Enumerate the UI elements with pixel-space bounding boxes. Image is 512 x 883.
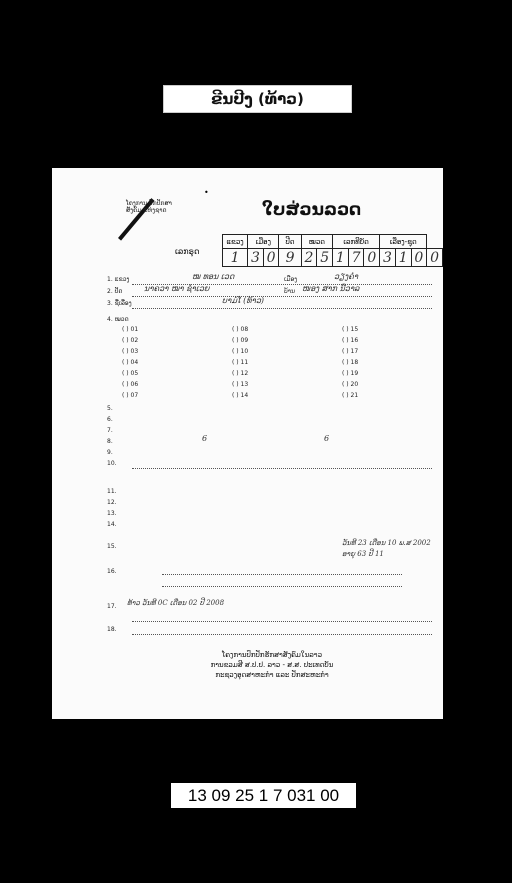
- option-checkbox[interactable]: ( ) 07: [122, 392, 139, 399]
- option-checkbox[interactable]: ( ) 08: [232, 326, 249, 333]
- cert-header: ໝວດ: [301, 235, 332, 249]
- cert-digit: 3: [248, 249, 264, 267]
- cert-digit: 0: [263, 249, 279, 267]
- cert-digit: 1: [223, 249, 248, 267]
- cert-digit: 0: [427, 249, 443, 267]
- form-sheet: ໂຄງການ ປົກປັກສາ ສັງຄົມ ແຫ່ງຊາດ • ໃບສ່ວນລວດ ເລກຣຸດ ແຂວງ ເມືອງ ປີດ ໝວດ ເລກທີບັດ ເລືອງ-ຊຸດ 1 3 0 9 2 5 1 7 0 3 1 0 0 1. ແຂວງ ໝ ທອນ ເວດ ເມືອງ ວຽງຄຳ 2. ປັດ ນາຄວາ ໝາ ຊຳເວຍ ບ້ານ ໜອງ ສາກ ນີວາລ 3. ຊື່ເລື່ອງ ບາມໍໂ (ທ້າວ) 4. ໝວດ ( ) 01 ( ) 08 ( ) 15 ( ) 02 ( ) 09 ( ) 16 ( ) 03 ( ) 10 ( ) 17 ( ) 04 ( ) 11 ( ) 18 ( ) 05 ( ) 12 ( ) 19 ( ) 06 ( ) 13 ( ) 20 ( ) 07 ( ) 14 ( ) 21 5. 6. 7. 8. 6 6 9. 10. 11. 12. 13. 14. 15. ວັນທີ 23 ເດືອນ 10 ພ.ສ 2002 ອາຍຸ 63 ປີ 11 16. 17. ທ້າວ ວັນທີ 0C ເດືອນ 02 ປີ 2008 18. ໂຄງການປົກປັກຮັກສາສັງຄົມໃນລາວ ການຂວມສີ ສ.ປ.ປ. ລາວ - ສ.ສ. ປະເທດບັນ ກະຊວງອຸດສາຫະກຳ ແລະ ປັກສະຫະກໍາ: [52, 168, 443, 719]
- option-checkbox[interactable]: ( ) 05: [122, 370, 139, 377]
- cert-header: ເລກທີບັດ: [333, 235, 380, 249]
- row-2-extra: ບ້ານ: [284, 288, 295, 295]
- option-checkbox[interactable]: ( ) 21: [342, 392, 359, 399]
- row-9: 9.: [107, 449, 113, 456]
- cert-digit: 7: [348, 249, 364, 267]
- option-checkbox[interactable]: ( ) 09: [232, 337, 249, 344]
- cert-number-table: [222, 234, 443, 267]
- cert-header: ປີດ: [279, 235, 301, 249]
- cert-header: ແຂວງ: [223, 235, 248, 249]
- row-1: 1. ແຂວງ: [107, 276, 130, 283]
- kids-value: 6: [202, 434, 208, 443]
- row-10: 10.: [107, 460, 117, 467]
- row-2-value: ນາຄວາ ໝາ ຊຳເວຍ: [144, 284, 210, 293]
- cert-digit: 9: [279, 249, 301, 267]
- cert-header: ເມືອງ: [248, 235, 279, 249]
- option-checkbox[interactable]: ( ) 16: [342, 337, 359, 344]
- row-2: 2. ປັດ: [107, 288, 123, 295]
- cert-digit: 3: [380, 249, 396, 267]
- date-line: ທ້າວ ວັນທີ 0C ເດືອນ 02 ປີ 2008: [127, 599, 225, 607]
- option-checkbox[interactable]: ( ) 02: [122, 337, 139, 344]
- age: ອາຍຸ 63 ປີ 11: [342, 550, 384, 558]
- cert-digit: 1: [395, 249, 411, 267]
- row-1-extra-value: ວຽງຄຳ: [334, 272, 359, 281]
- section-4: 4. ໝວດ: [107, 316, 129, 323]
- cert-label: ເລກຣຸດ: [175, 247, 200, 256]
- option-checkbox[interactable]: ( ) 17: [342, 348, 359, 355]
- option-checkbox[interactable]: ( ) 15: [342, 326, 359, 333]
- option-checkbox[interactable]: ( ) 11: [232, 359, 249, 366]
- option-checkbox[interactable]: ( ) 04: [122, 359, 139, 366]
- row-5: 5.: [107, 405, 113, 412]
- logo: [100, 186, 178, 246]
- top-label: ຂີນປີງ (ທ້າວ): [163, 85, 352, 113]
- option-checkbox[interactable]: ( ) 03: [122, 348, 139, 355]
- form-title: ໃບສ່ວນລວດ: [262, 200, 362, 220]
- row-15: 15.: [107, 543, 117, 550]
- row-3: 3. ຊື່ເລື່ອງ: [107, 300, 132, 307]
- cert-digit: 1: [333, 249, 349, 267]
- row-13: 13.: [107, 510, 117, 517]
- cert-digit: 2: [301, 249, 317, 267]
- logo-text: ໂຄງການ ປົກປັກສາ ສັງຄົມ ແຫ່ງຊາດ: [126, 200, 172, 214]
- row-6: 6.: [107, 416, 113, 423]
- option-checkbox[interactable]: ( ) 13: [232, 381, 249, 388]
- cert-digit: 0: [364, 249, 380, 267]
- bottom-label: 13 09 25 1 7 031 00: [171, 783, 356, 808]
- row-7: 7.: [107, 427, 113, 434]
- option-checkbox[interactable]: ( ) 19: [342, 370, 359, 377]
- cert-digit: 5: [317, 249, 333, 267]
- row-12: 12.: [107, 499, 117, 506]
- row-18: 18.: [107, 626, 117, 633]
- cert-digit: 0: [411, 249, 427, 267]
- row-16: 16.: [107, 568, 117, 575]
- row-8: 8.: [107, 438, 113, 445]
- option-checkbox[interactable]: ( ) 20: [342, 381, 359, 388]
- option-checkbox[interactable]: ( ) 10: [232, 348, 249, 355]
- option-checkbox[interactable]: ( ) 14: [232, 392, 249, 399]
- adults-value: 6: [324, 434, 330, 443]
- option-checkbox[interactable]: ( ) 12: [232, 370, 249, 377]
- option-checkbox[interactable]: ( ) 06: [122, 381, 139, 388]
- row-11: 11.: [107, 488, 117, 495]
- row-3-value: ບາມໍໂ (ທ້າວ): [222, 296, 265, 305]
- row-17: 17.: [107, 603, 117, 610]
- cert-header: ເລືອງ-ຊຸດ: [380, 235, 427, 249]
- row-14: 14.: [107, 521, 117, 528]
- row-2-extra-value: ໜອງ ສາກ ນີວາລ: [302, 284, 360, 293]
- row-1-value: ໝ ທອນ ເວດ: [192, 272, 235, 281]
- option-checkbox[interactable]: ( ) 18: [342, 359, 359, 366]
- footer: ໂຄງການປົກປັກຮັກສາສັງຄົມໃນລາວ ການຂວມສີ ສ.ປ.ປ. ລາວ - ສ.ສ. ປະເທດບັນ ກະຊວງອຸດສາຫະກຳ ແລະ ປັກສະຫະກໍາ: [210, 651, 334, 679]
- row-1-extra: ເມືອງ: [284, 276, 298, 283]
- option-checkbox[interactable]: ( ) 01: [122, 326, 139, 333]
- birth-date: ວັນທີ 23 ເດືອນ 10 ພ.ສ 2002: [342, 539, 431, 547]
